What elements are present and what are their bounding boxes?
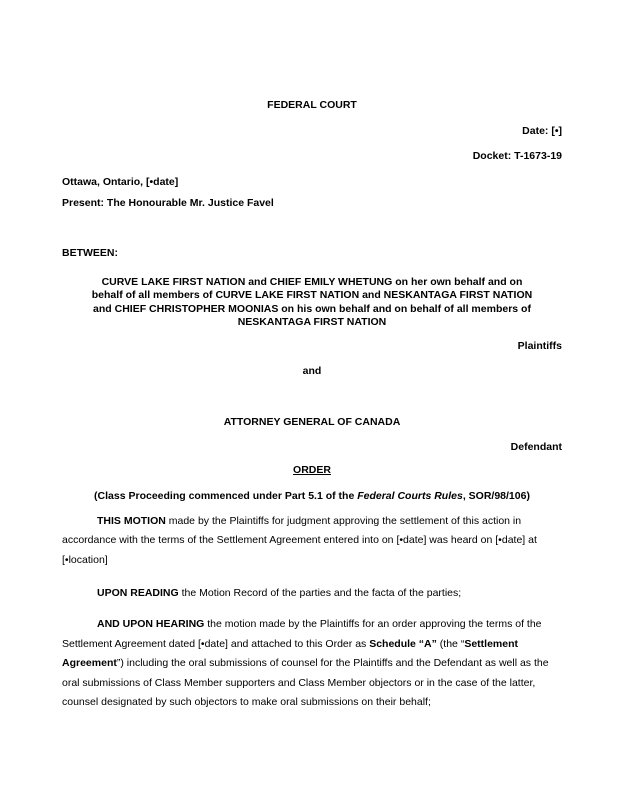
and-separator: and (302, 364, 322, 377)
paragraph-and-upon-hearing: AND UPON HEARING the motion made by the Plaintiffs for an order approving the terms of the Settlement Agreement dated [•date] and attached to this Order as Schedule “A” (the “Settlement Agreement”) including the oral submissions of counsel for the Plaintiffs and the Defendant as well as the oral submissions of Class Member supporters and Class Member objectors or in the case of the latter, counsel designated by such objectors to make oral submissions on their behalf; (62, 618, 549, 709)
plaintiffs-name-line: behalf of all members of CURVE LAKE FIRST NATION and NESKANTAGA FIRST NATION (91, 289, 533, 302)
plaintiffs-name-line: NESKANTAGA FIRST NATION (237, 316, 387, 329)
order-heading (62, 463, 562, 477)
paragraph-upon-reading: UPON READING the Motion Record of the parties and the facta of the parties; (97, 586, 462, 599)
docket-line: Docket: T-1673-19 (472, 150, 562, 162)
presiding-judge-line: Present: The Honourable Mr. Justice Favel (62, 197, 274, 209)
paragraph-lead-in: THIS MOTION (97, 514, 166, 527)
schedule-a-reference: Schedule “A” (369, 637, 437, 650)
order-subtitle: (Class Proceeding commenced under Part 5.1 of the Federal Courts Rules, SOR/98/106) (94, 489, 530, 502)
place-line: Ottawa, Ontario, [•date] (62, 176, 179, 188)
plaintiffs-name-line: CURVE LAKE FIRST NATION and CHIEF EMILY WHETUNG on her own behalf and on (101, 276, 523, 288)
defendant-label: Defendant (510, 440, 562, 453)
paragraph-this-motion: THIS MOTION made by the Plaintiffs for judgment approving the settlement of this action in accordance with the terms of the Settlement Agreement entered into on [•date] was heard on [•date] at [•location] (62, 514, 537, 566)
paragraph-lead-in: AND UPON HEARING (97, 618, 205, 631)
order-heading-text: ORDER (293, 463, 331, 476)
plaintiffs-label: Plaintiffs (517, 339, 562, 352)
date-line: Date: [•] (522, 125, 562, 137)
defendant-name: ATTORNEY GENERAL OF CANADA (223, 415, 401, 428)
court-title: FEDERAL COURT (267, 99, 357, 111)
between-label: BETWEEN: (62, 247, 118, 259)
defined-term-settlement-agreement: Settlement Agreement (62, 637, 519, 670)
paragraph-lead-in: UPON READING (97, 586, 179, 599)
plaintiffs-name-block (62, 276, 562, 330)
plaintiffs-name-line: and CHIEF CHRISTOPHER MOONIAS on his own behalf and on behalf of all members of (93, 302, 531, 315)
rules-citation-italic: Federal Courts Rules (357, 489, 463, 502)
